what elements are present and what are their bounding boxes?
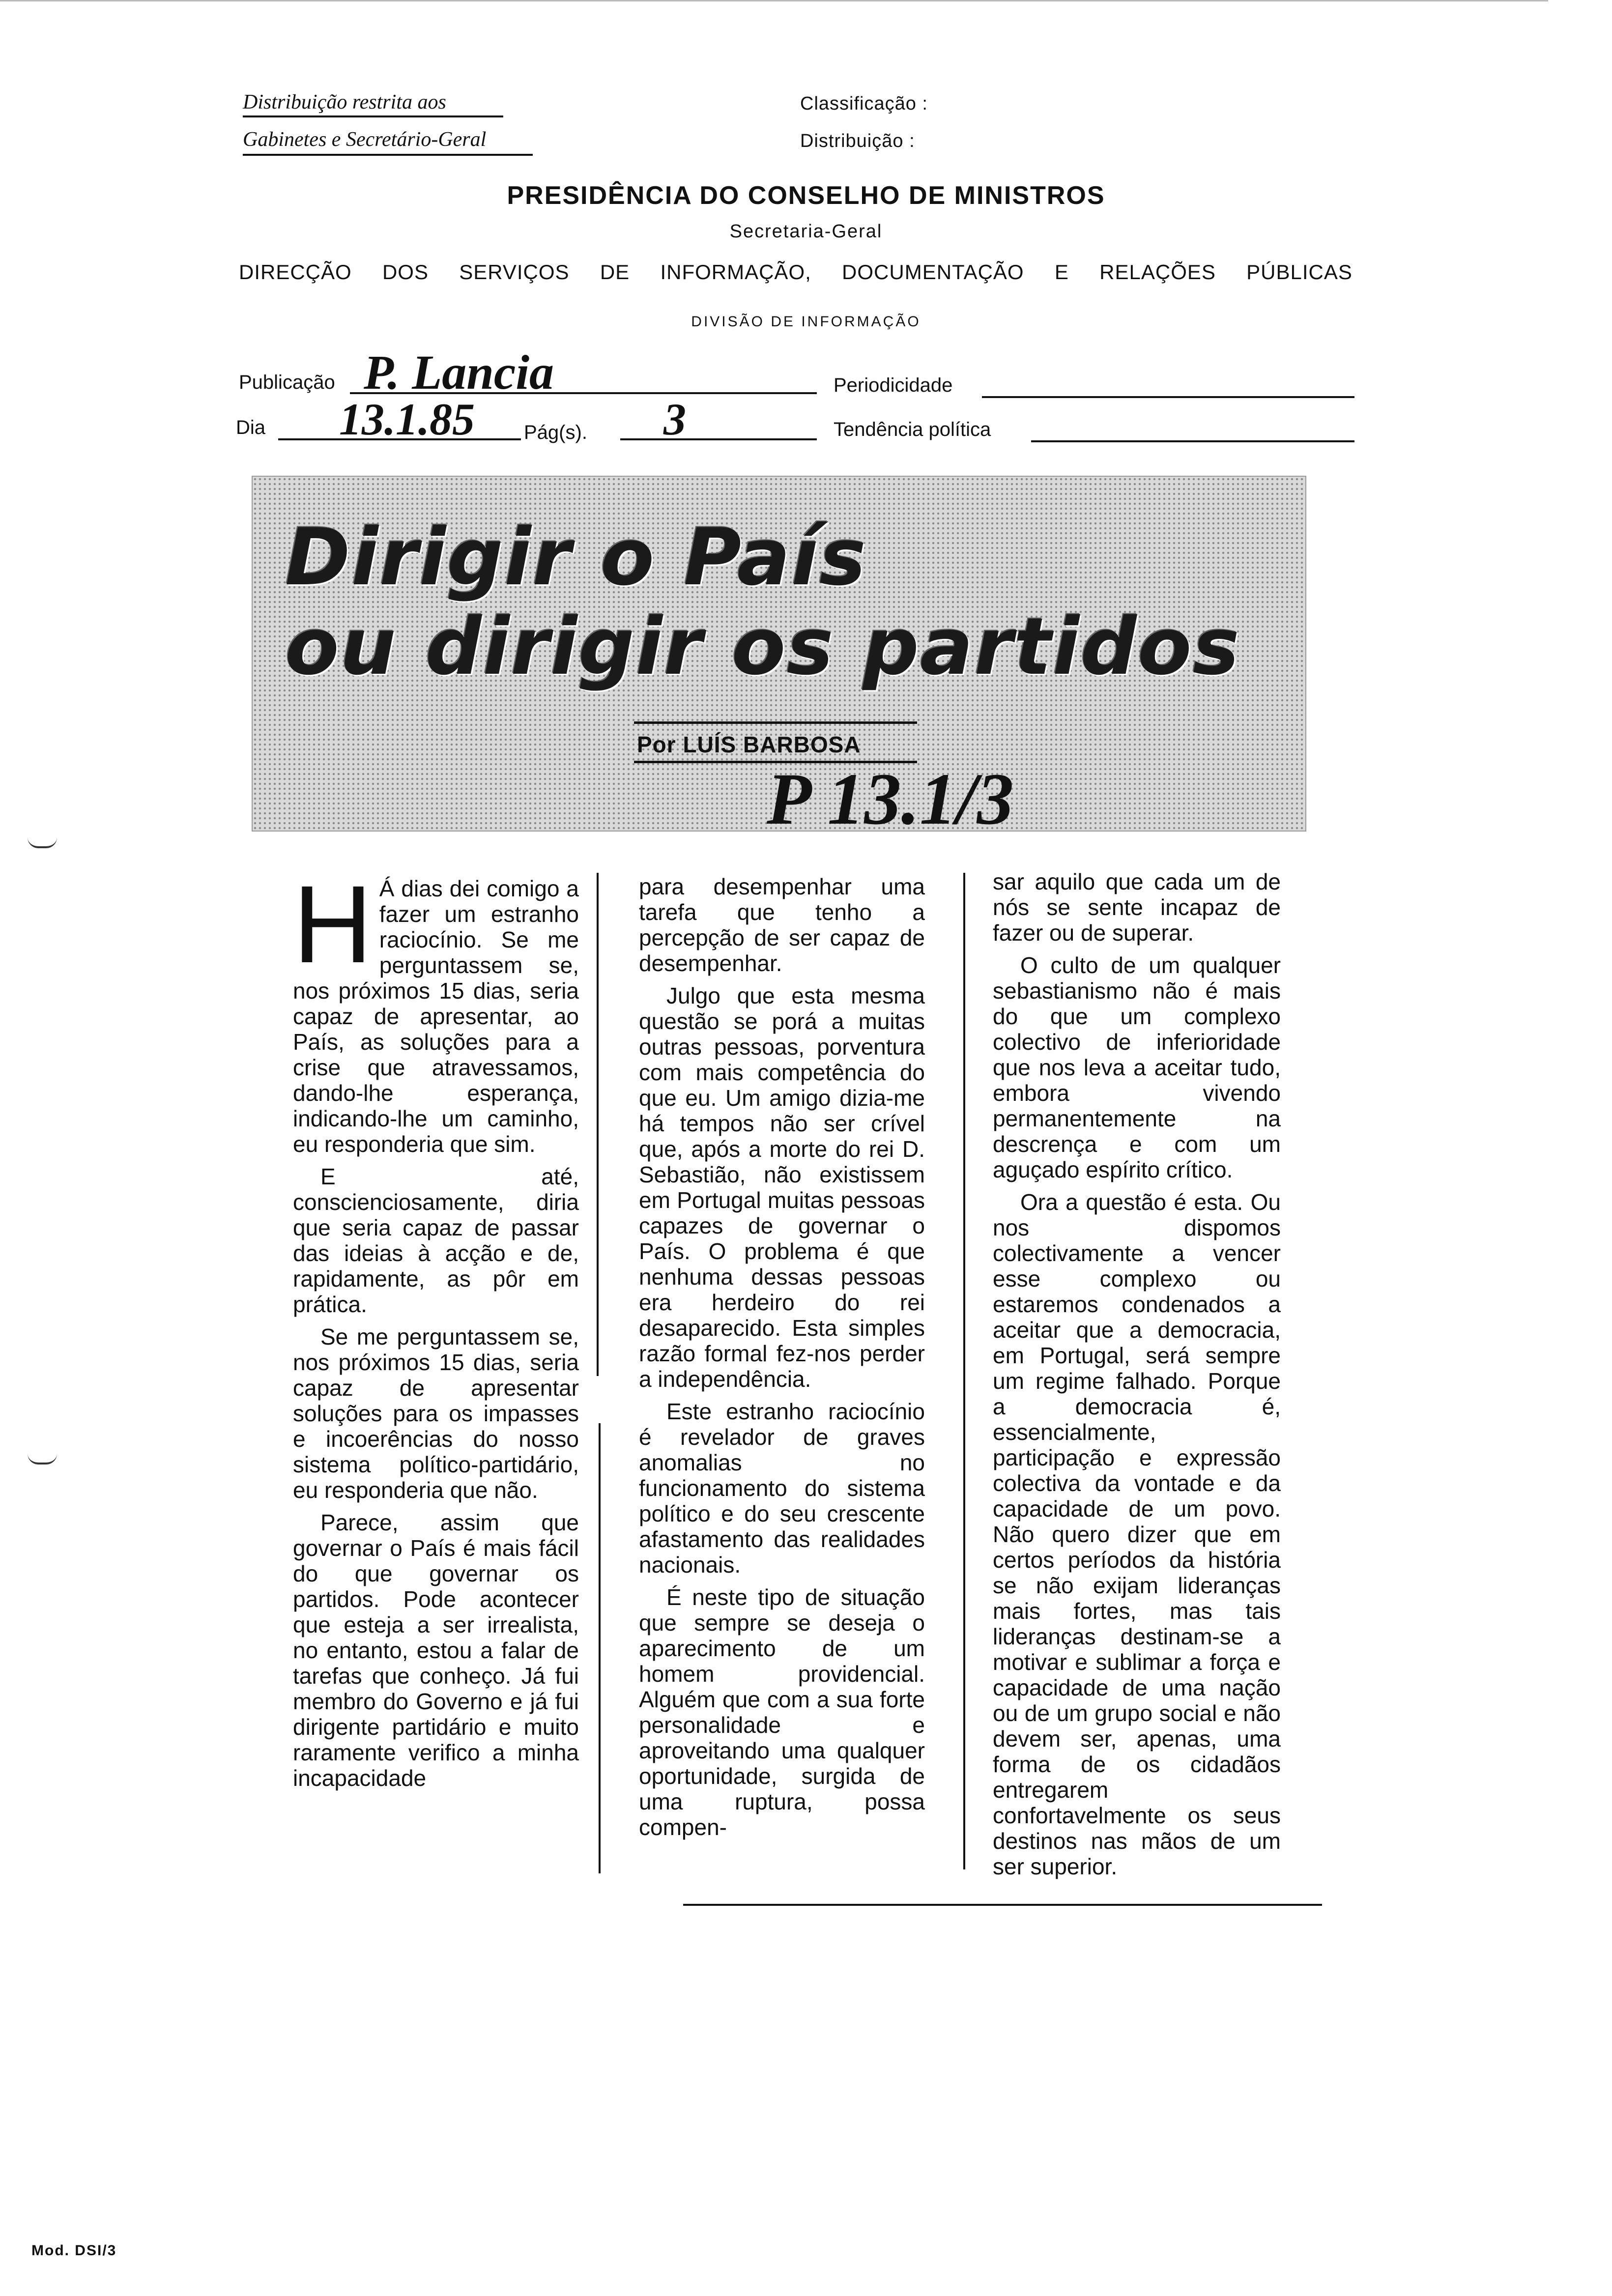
directorate-word: DOCUMENTAÇÃO bbox=[842, 260, 1024, 284]
periodicidade-label: Periodicidade bbox=[834, 374, 953, 396]
tendencia-field-line bbox=[1031, 440, 1354, 442]
restriction-underline-1 bbox=[243, 115, 503, 117]
scan-punch-mark-icon bbox=[28, 1454, 57, 1464]
col1-paragraph: E até, conscienciosamente, diria que seria capaz de passar das ideias à acção e de, rapidamente, as pôr em prática. bbox=[293, 1164, 579, 1317]
restriction-line-1: Distribuição restrita aos bbox=[243, 91, 446, 114]
form-code: Mod. DSI/3 bbox=[31, 2242, 117, 2259]
institution-title: PRESIDÊNCIA DO CONSELHO DE MINISTROS bbox=[507, 181, 1105, 210]
division-label: DIVISÃO DE INFORMAÇÃO bbox=[691, 314, 921, 330]
directorate-word: DE bbox=[600, 260, 630, 284]
distribuicao-label: Distribuição : bbox=[800, 131, 915, 151]
byline-rule-top bbox=[634, 721, 917, 724]
institution-subtitle: Secretaria-Geral bbox=[729, 221, 883, 242]
col3-paragraph: O culto de um qualquer sebastianismo não é mais do que um complexo colectivo de inferioridade que nos leva a aceitar tudo, embora vivendo permanentemente na descrença e com um aguçado espírito crítico. bbox=[993, 952, 1281, 1182]
col1-paragraph: Á dias dei comigo a fazer um estranho raciocínio. Se me perguntassem se, nos próximos 15 dias, seria capaz de apresentar, ao País, as soluções para a crise que atravessamos, dando-lhe esperança, indicando-lhe um caminho, eu responderia que sim. bbox=[293, 876, 579, 1157]
col1-paragraph: Se me perguntassem se, nos próximos 15 dias, seria capaz de apresentar soluções para os impasses e incoerências do nosso sistema político-partidário, eu responderia que não. bbox=[293, 1324, 579, 1503]
article-end-rule bbox=[683, 1904, 1322, 1906]
directorate-word: PÚBLICAS bbox=[1246, 260, 1353, 284]
drop-cap: H bbox=[293, 863, 373, 986]
column-rule-1-lower bbox=[599, 1423, 601, 1873]
restriction-line-2: Gabinetes e Secretário-Geral bbox=[243, 128, 487, 151]
directorate-word: E bbox=[1054, 260, 1069, 284]
tendencia-label: Tendência política bbox=[834, 419, 991, 440]
restriction-underline-2 bbox=[243, 154, 533, 156]
pags-handwritten-value: 3 bbox=[663, 394, 686, 444]
col2-paragraph: Este estranho raciocínio é revelador de graves anomalias no funcionamento do sistema político e do seu crescente afastamento das realidades nacionais. bbox=[639, 1399, 925, 1578]
directorate-word: SERVIÇOS bbox=[459, 260, 570, 284]
periodicidade-field-line bbox=[982, 396, 1354, 398]
scan-top-edge bbox=[0, 0, 1548, 1]
pags-field-line bbox=[620, 438, 817, 440]
handwritten-page-stamp: P 13.1/3 bbox=[767, 758, 1014, 840]
directorate-word: INFORMAÇÃO, bbox=[660, 260, 811, 284]
headline-line-2: ou dirigir os partidos bbox=[285, 601, 1240, 692]
col2-paragraph: Julgo que esta mesma questão se porá a muitas outras pessoas, porventura com mais competência do que eu. Um amigo dizia-me há tempos não ser crível que, após a morte do rei D. Sebastião, não existissem em Portugal muitas pessoas capazes de governar o País. O problema é que nenhuma dessas pessoas era herdeiro do rei desaparecido. Esta simples razão formal fez-nos perder a independência. bbox=[639, 983, 925, 1392]
col2-paragraph: para desempenhar uma tarefa que tenho a percepção de ser capaz de desempenhar. bbox=[639, 874, 925, 976]
column-rule-2 bbox=[963, 873, 965, 1869]
pags-label: Pág(s). bbox=[524, 422, 587, 443]
classificacao-label: Classificação : bbox=[800, 93, 928, 114]
article-column-2 bbox=[639, 874, 925, 1847]
col1-paragraph: Parece, assim que governar o País é mais fácil do que governar os partidos. Pode acontecer que esteja a ser irrealista, no entanto, estou a falar de tarefas que conheço. Já fui membro do Governo e já fui dirigente partidário e muito raramente verifico a minha incapacidade bbox=[293, 1510, 579, 1791]
article-column-1 bbox=[293, 863, 579, 1798]
dia-label: Dia bbox=[236, 417, 266, 438]
directorate-word: DIRECÇÃO bbox=[239, 260, 352, 284]
column-rule-1-upper bbox=[597, 873, 599, 1376]
directorate-word: DOS bbox=[382, 260, 429, 284]
publicacao-label: Publicação bbox=[239, 372, 335, 393]
publicacao-handwritten-value: P. Lancia bbox=[364, 345, 554, 400]
col3-paragraph: Ora a questão é esta. Ou nos dispomos colectivamente a vencer esse complexo ou estaremos condenados a aceitar que a democracia, em Portugal, será sempre um regime falhado. Porque a democracia é, essencialmente, participação e expressão colectiva da vontade e da capacidade de um povo. Não quero dizer que em certos períodos da história se não exijam lideranças mais fortes, mas tais lideranças destinam-se a motivar e sublimar a força e capacidade de uma nação ou de um grupo social e não devem ser, apenas, uma forma de os cidadãos entregarem confortavelmente os seus destinos nas mãos de um ser superior. bbox=[993, 1189, 1281, 1879]
directorate-line bbox=[239, 260, 1353, 284]
scan-punch-mark-icon bbox=[28, 837, 57, 848]
directorate-word: RELAÇÕES bbox=[1099, 260, 1216, 284]
col2-paragraph: É neste tipo de situação que sempre se deseja o aparecimento de um homem providencial. Alguém que com a sua forte personalidade e aproveitando uma qualquer oportunidade, surgida de uma ruptura, possa compen- bbox=[639, 1584, 925, 1840]
article-column-3 bbox=[993, 869, 1281, 1886]
byline: Por LUÍS BARBOSA bbox=[637, 732, 861, 757]
headline-line-1: Dirigir o País bbox=[285, 511, 867, 603]
dia-handwritten-value: 13.1.85 bbox=[339, 394, 475, 444]
col3-paragraph: sar aquilo que cada um de nós se sente incapaz de fazer ou de superar. bbox=[993, 869, 1281, 946]
